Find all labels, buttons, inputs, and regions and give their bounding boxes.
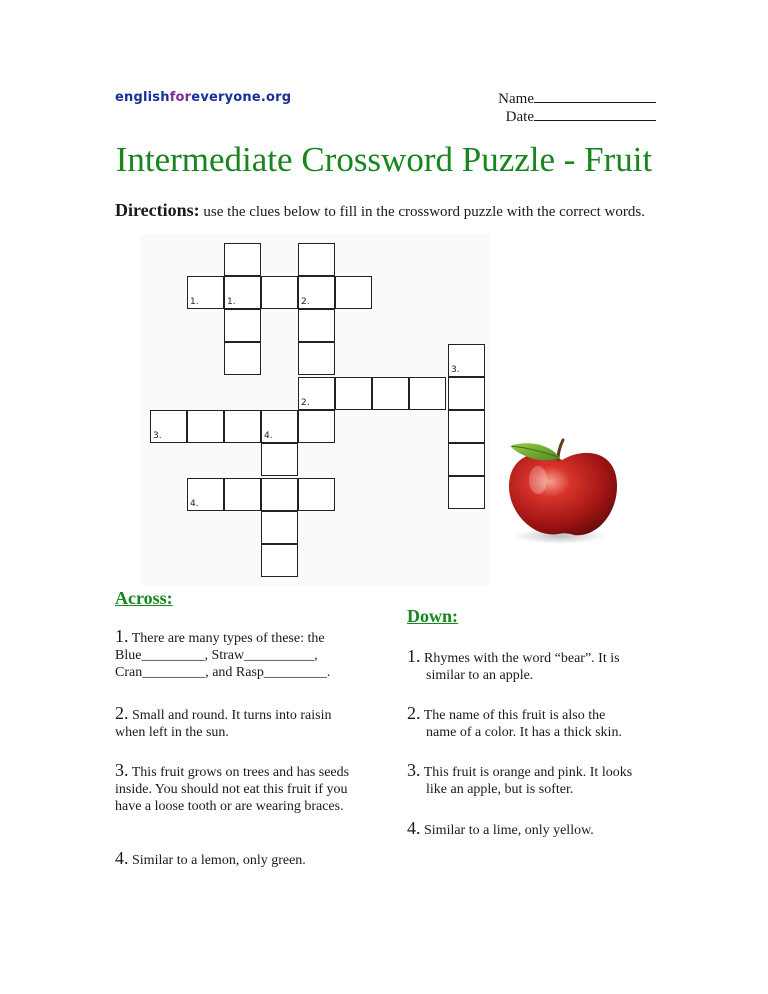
crossword-cell[interactable] — [298, 342, 335, 375]
clue-number: 2. — [115, 703, 129, 723]
across-clue-2 — [115, 705, 355, 741]
date-field[interactable] — [498, 108, 656, 126]
clue-number-down-4: 4. — [264, 431, 273, 441]
across-clue-1 — [115, 628, 355, 681]
name-field[interactable] — [498, 90, 656, 108]
clue-number: 1. — [407, 646, 421, 666]
clue-text: This fruit is orange and pink. It looks — [423, 765, 633, 780]
crossword-cell[interactable] — [261, 478, 298, 511]
clue-number: 4. — [407, 818, 421, 838]
clue-text: Small and round. It turns into raisin when left in the sun. — [115, 708, 332, 740]
clue-number-down-3: 3. — [451, 365, 460, 375]
page-title: Intermediate Crossword Puzzle - Fruit — [115, 140, 653, 179]
clue-number: 4. — [115, 848, 129, 868]
crossword-cell[interactable] — [298, 243, 335, 276]
crossword-cell[interactable] — [224, 276, 261, 309]
crossword-cell[interactable] — [335, 276, 372, 309]
crossword-cell[interactable] — [335, 377, 372, 410]
directions — [115, 200, 645, 221]
name-date-block — [498, 90, 656, 126]
crossword-cell[interactable] — [409, 377, 446, 410]
clue-text: This fruit grows on trees and has seeds inside. You should not eat this fruit if you have a loose tooth or are wearing braces. — [115, 765, 350, 814]
down-clue-2 — [407, 705, 657, 741]
clue-number: 3. — [407, 760, 421, 780]
crossword-cell[interactable] — [448, 410, 485, 443]
crossword-cell[interactable] — [261, 410, 298, 443]
crossword-cell[interactable] — [224, 410, 261, 443]
crossword-cell[interactable] — [298, 377, 335, 410]
clue-number-across-3: 3. — [153, 431, 162, 441]
crossword-cell[interactable] — [150, 410, 187, 443]
clue-text: There are many types of these: the Blue_________, Straw__________, Cran_________, and Rasp_________. — [115, 631, 331, 680]
down-heading: Down: — [407, 606, 459, 626]
crossword-cell[interactable] — [261, 511, 298, 544]
clue-text: Rhymes with the word “bear”. It is — [424, 651, 620, 666]
logo-text-everyone: everyone.org — [191, 90, 292, 105]
crossword-cell[interactable] — [224, 478, 261, 511]
clue-number: 3. — [115, 760, 129, 780]
crossword-cell[interactable] — [224, 309, 261, 342]
crossword-cell[interactable] — [448, 344, 485, 377]
crossword-cell[interactable] — [261, 443, 298, 476]
crossword-cell[interactable] — [298, 276, 335, 309]
crossword-cell[interactable] — [448, 377, 485, 410]
clue-number-across-4: 4. — [190, 499, 199, 509]
across-clue-3 — [115, 762, 355, 815]
crossword-cell[interactable] — [224, 342, 261, 375]
down-clue-1 — [407, 648, 657, 684]
clue-text-continued: similar to an apple. — [426, 668, 534, 683]
clue-text: The name of this fruit is also the — [423, 708, 606, 723]
crossword-cell[interactable] — [298, 410, 335, 443]
crossword-cell[interactable] — [298, 478, 335, 511]
clue-number: 1. — [115, 626, 129, 646]
clue-text: Similar to a lemon, only green. — [132, 853, 306, 868]
clue-number-down-2: 2. — [301, 297, 310, 307]
clue-text-continued: like an apple, but is softer. — [426, 782, 574, 797]
crossword-cell[interactable] — [448, 443, 485, 476]
name-label: Name — [498, 91, 534, 107]
clue-number-across-2: 2. — [301, 398, 310, 408]
crossword-cell[interactable] — [187, 410, 224, 443]
across-clue-4 — [115, 850, 355, 869]
crossword-cell[interactable] — [261, 544, 298, 577]
clue-text: Similar to a lime, only yellow. — [424, 823, 594, 838]
crossword-cell[interactable] — [187, 276, 224, 309]
crossword-cell[interactable] — [448, 476, 485, 509]
directions-text: use the clues below to fill in the crossword puzzle with the correct words. — [203, 204, 645, 220]
date-blank-line — [534, 108, 656, 121]
clue-number-down-1: 1. — [227, 297, 236, 307]
crossword-cell[interactable] — [298, 309, 335, 342]
directions-label: Directions: — [115, 200, 200, 220]
date-label: Date — [505, 109, 534, 125]
crossword-cell[interactable] — [224, 243, 261, 276]
crossword-cell[interactable] — [187, 478, 224, 511]
down-clue-4 — [407, 820, 657, 839]
site-logo — [115, 90, 291, 105]
apple-image — [500, 388, 624, 584]
clue-number: 2. — [407, 703, 421, 723]
crossword-cell[interactable] — [261, 276, 298, 309]
logo-text-english: english — [115, 90, 170, 105]
name-blank-line — [534, 90, 656, 103]
logo-text-for: for — [169, 90, 192, 105]
across-heading: Across: — [115, 588, 173, 608]
clue-text-continued: name of a color. It has a thick skin. — [426, 725, 622, 740]
clue-number-across-1: 1. — [190, 297, 199, 307]
down-clue-3 — [407, 762, 657, 798]
crossword-cell[interactable] — [372, 377, 409, 410]
crossword-grid — [140, 235, 490, 585]
